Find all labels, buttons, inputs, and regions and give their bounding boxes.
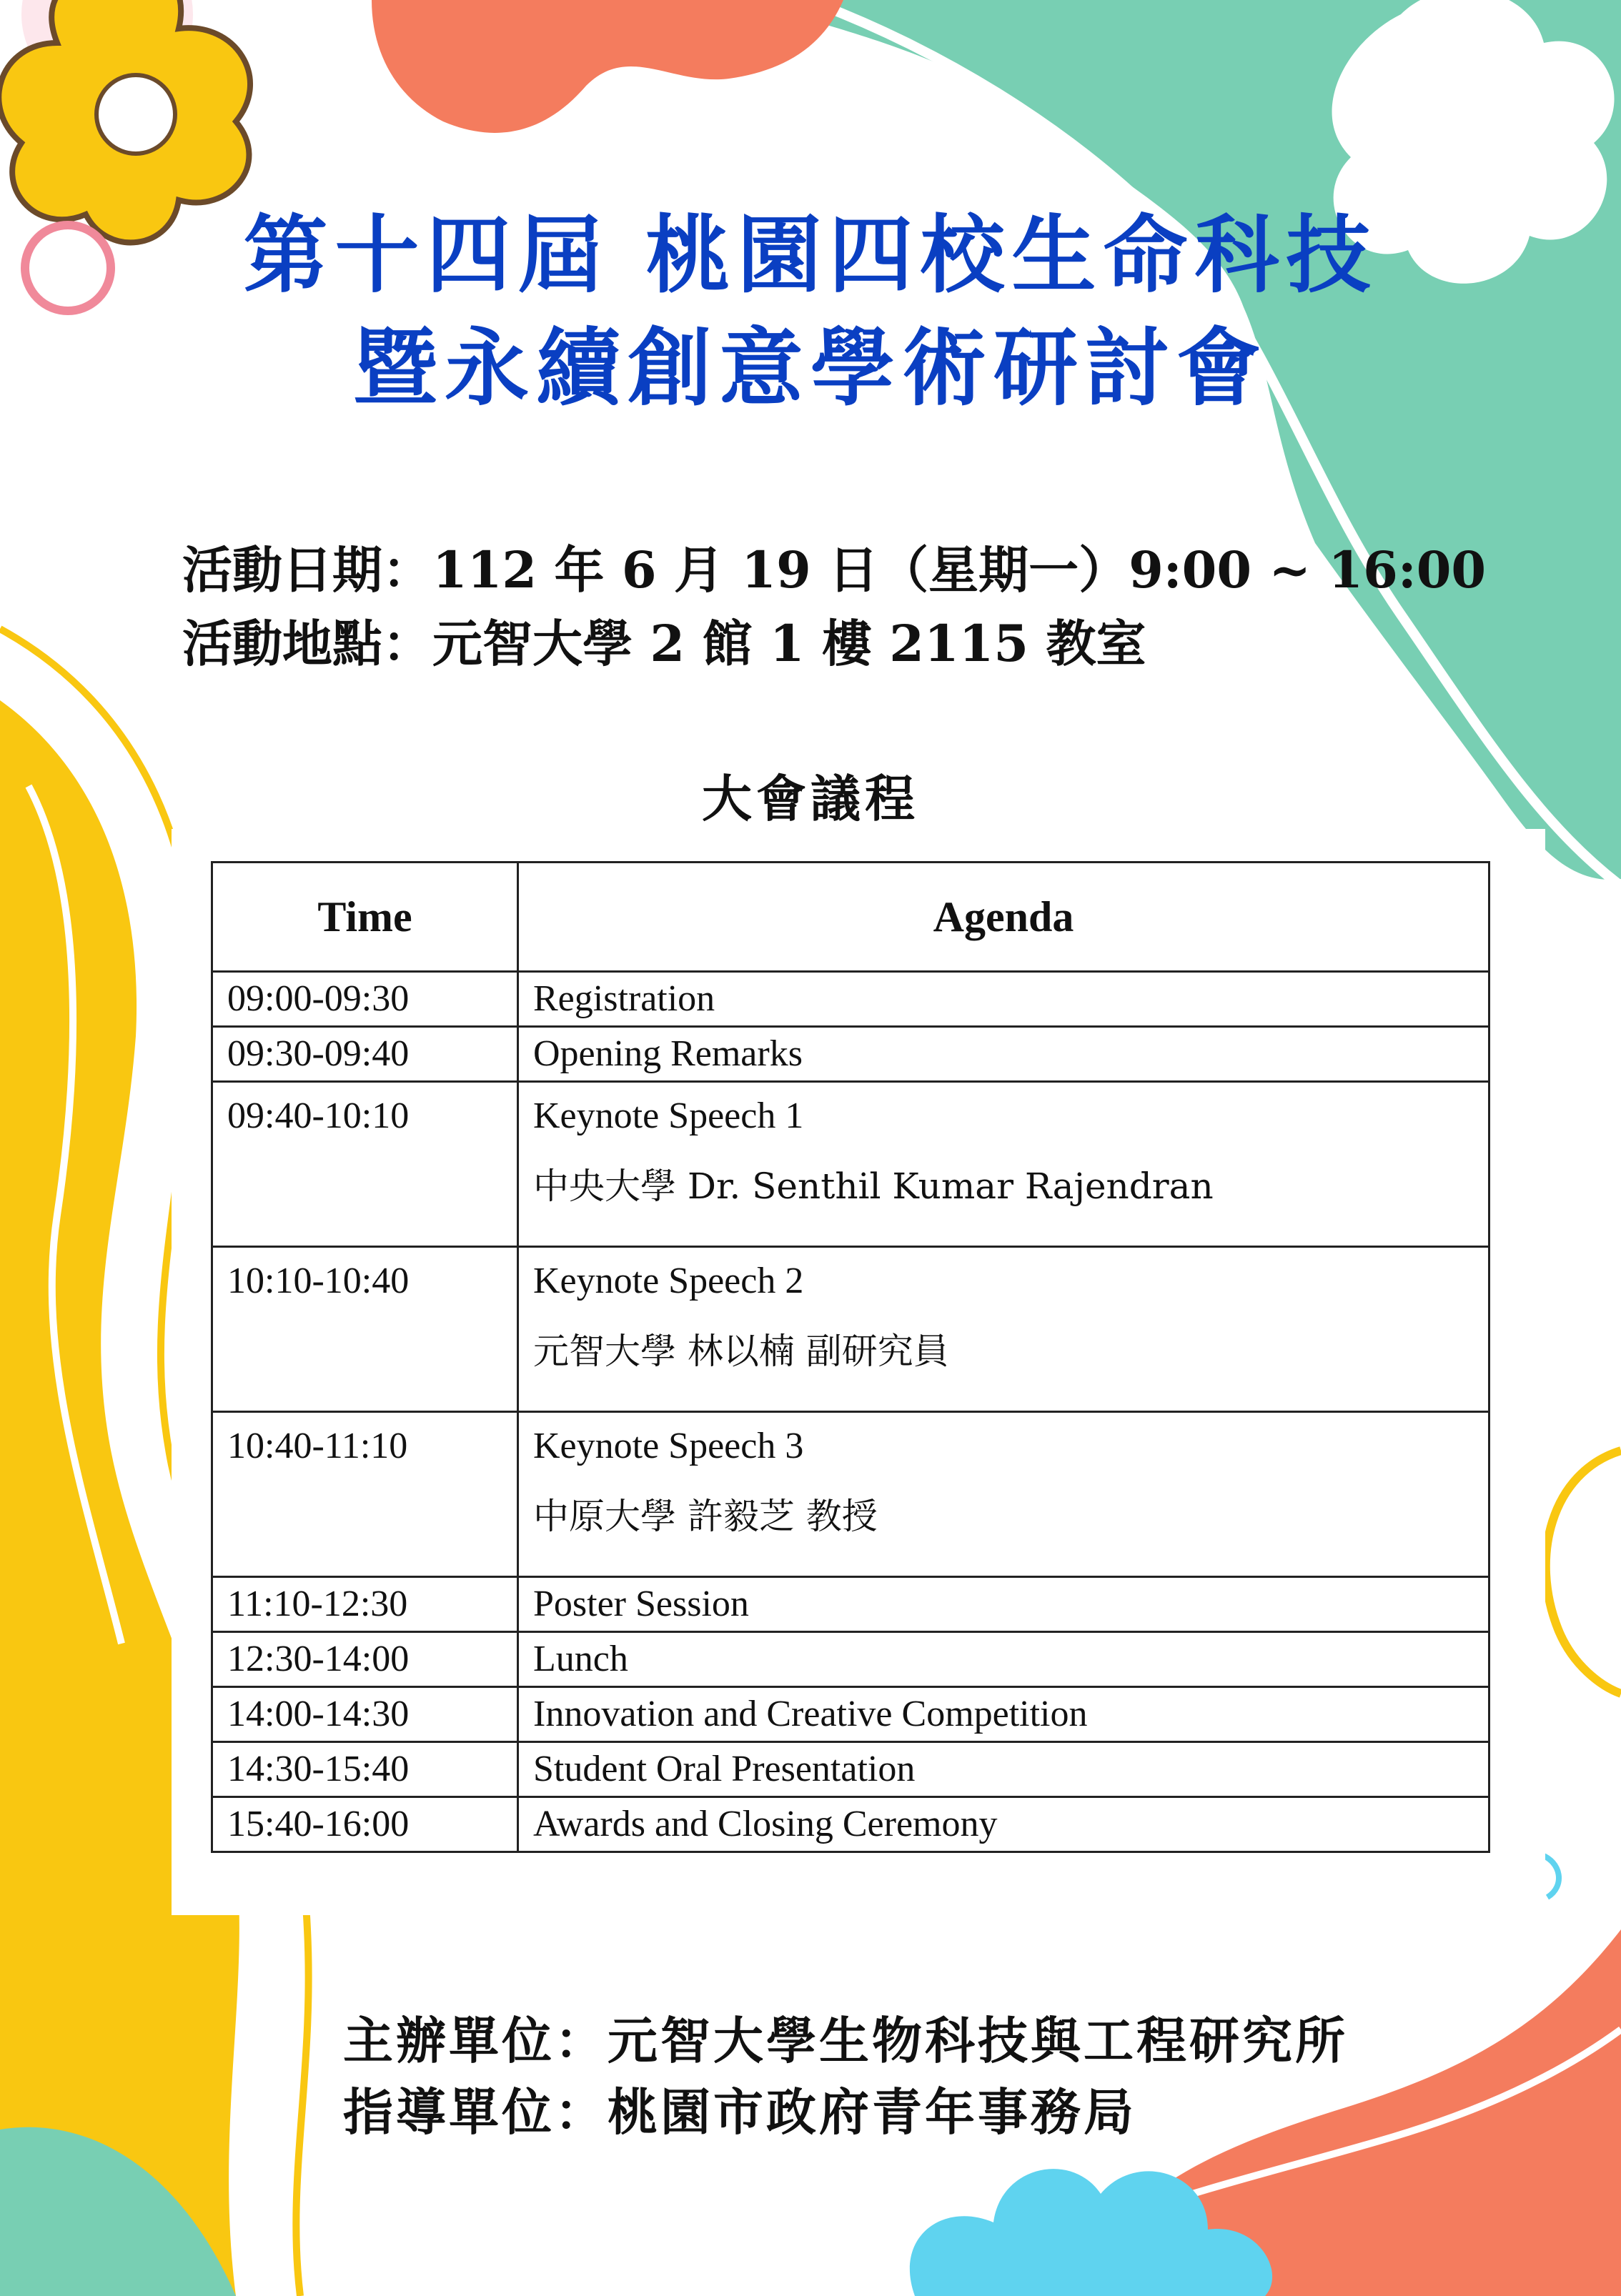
table-row bbox=[212, 1082, 1489, 1247]
row-speaker: 元智大學 林以楠 副研究員 bbox=[533, 1331, 949, 1372]
row-speaker: 中央大學 Dr. Senthil Kumar Rajendran bbox=[533, 1166, 1214, 1207]
row-time: 11:10-12:30 bbox=[212, 1577, 518, 1632]
row-agenda bbox=[518, 1412, 1489, 1577]
row-agenda-title: Keynote Speech 3 bbox=[533, 1426, 804, 1466]
row-agenda bbox=[518, 1247, 1489, 1412]
table-header-row bbox=[212, 863, 1489, 972]
row-agenda: Registration bbox=[518, 972, 1489, 1027]
row-agenda: Awards and Closing Ceremony bbox=[518, 1797, 1489, 1852]
coral-blob-top bbox=[372, 0, 843, 133]
row-time: 12:30-14:00 bbox=[212, 1632, 518, 1687]
row-time: 14:00-14:30 bbox=[212, 1687, 518, 1742]
yellow-arc-right bbox=[1546, 1451, 1621, 1694]
organizer: 主辦單位：元智大學生物科技與工程研究所 bbox=[343, 2011, 1348, 2070]
table-row bbox=[212, 1247, 1489, 1412]
row-time: 10:10-10:40 bbox=[212, 1247, 518, 1412]
header-time: Time bbox=[212, 863, 518, 972]
table-row bbox=[212, 1687, 1489, 1742]
row-agenda: Poster Session bbox=[518, 1577, 1489, 1632]
title-line-2: 暨永續創意學術研討會 bbox=[352, 318, 1268, 417]
row-time: 14:30-15:40 bbox=[212, 1742, 518, 1797]
row-time: 10:40-11:10 bbox=[212, 1412, 518, 1577]
row-time: 09:30-09:40 bbox=[212, 1027, 518, 1082]
event-date: 活動日期：112 年 6 月 19 日（星期一）9:00 ~ 16:00 bbox=[182, 540, 1487, 600]
row-time: 09:00-09:30 bbox=[212, 972, 518, 1027]
table-row bbox=[212, 1632, 1489, 1687]
row-agenda-title: Keynote Speech 2 bbox=[533, 1261, 804, 1301]
agenda-heading: 大會議程 bbox=[702, 769, 919, 828]
agenda-table bbox=[211, 861, 1490, 1853]
table-row bbox=[212, 1742, 1489, 1797]
table-row bbox=[212, 972, 1489, 1027]
row-agenda: Innovation and Creative Competition bbox=[518, 1687, 1489, 1742]
row-time: 09:40-10:10 bbox=[212, 1082, 518, 1247]
table-row bbox=[212, 1797, 1489, 1852]
table-row bbox=[212, 1412, 1489, 1577]
row-agenda bbox=[518, 1082, 1489, 1247]
row-agenda: Lunch bbox=[518, 1632, 1489, 1687]
table-row bbox=[212, 1027, 1489, 1082]
table-row bbox=[212, 1577, 1489, 1632]
row-agenda: Opening Remarks bbox=[518, 1027, 1489, 1082]
event-location: 活動地點：元智大學 2 館 1 樓 2115 教室 bbox=[182, 614, 1146, 673]
row-speaker: 中原大學 許毅芝 教授 bbox=[533, 1496, 878, 1537]
row-time: 15:40-16:00 bbox=[212, 1797, 518, 1852]
row-agenda: Student Oral Presentation bbox=[518, 1742, 1489, 1797]
advisor: 指導單位：桃園市政府青年事務局 bbox=[343, 2082, 1136, 2142]
header-agenda: Agenda bbox=[518, 863, 1489, 972]
row-agenda-title: Keynote Speech 1 bbox=[533, 1095, 804, 1136]
title-line-1: 第十四屆 桃園四校生命科技 bbox=[243, 205, 1378, 304]
